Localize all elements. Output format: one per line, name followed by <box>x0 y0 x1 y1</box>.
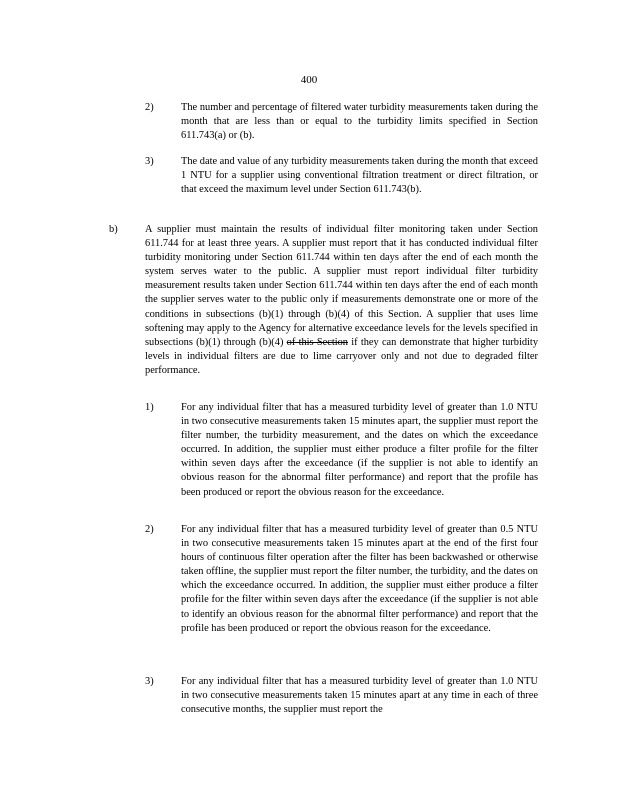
paragraph-text: The number and percentage of filtered water turbidity measurements taken during the month that are less than or equal to the turbidity limits specified in Section 611.743(a) or (b). <box>181 102 538 142</box>
paragraph-text-main: A supplier must maintain the results of individual filter monitoring taken under Section 611.744 for at least three years. A supplier must report that it has conducted individual filter turbidity monitoring under Section 611.744 within ten days after the end of each month the system serves water to the public. A supplier must report individual filter turbidity measurement results taken under Section 611.744 within ten days after the end of each month the supplier serves water to the public only if measurements demonstrate one or more of the conditions in subsections (b)(1) through (b)(4) of this Section. A supplier that uses lime softening may apply to the Agency for alternative exceedance levels for the levels specified in subsections (b)(1) through (b)(4) <box>145 224 538 348</box>
paragraph-text-end: if they can demonstrate that higher turbidity levels in individual filters are due to lime carryover only and not due to degraded filter performance. <box>145 336 539 376</box>
page-number: 400 <box>300 74 318 86</box>
paragraph-number: 1) <box>145 402 154 413</box>
paragraph-number: 3) <box>145 156 154 167</box>
paragraph-text: For any individual filter that has a measured turbidity level of greater than 0.5 NTU in two consecutive measurements taken 15 minutes apart at the end of the first four hours of continuous filter operation after the filter has been backwashed or otherwise taken offline, the supplier must report the filter number, the turbidity, and the dates on which the exceedance occurred. In addition, the supplier must either produce a filter profile for the filter within seven days after the exceedance (if the supplier is not able to identify an obvious reason for the abnormal filter performance) and report that the profile has been produced or report the obvious reason for the exceedance. <box>181 524 538 634</box>
paragraph-text: For any individual filter that has a measured turbidity level of greater than 1.0 NTU in two consecutive measurements taken 15 minutes apart at any time in each of three consecutive months, the supplier must report the <box>181 676 538 716</box>
paragraph-number: 2) <box>145 102 154 113</box>
paragraph-text: For any individual filter that has a measured turbidity level of greater than 1.0 NTU in two consecutive measurements taken 15 minutes apart, the supplier must report the filter number, the turbidity measurement, and the dates on which the exceedance occurred. In addition, the supplier must either produce a filter profile for the filter within seven days after the exceedance (if the supplier is not able to identify an obvious reason for the abnormal filter performance) and report that the profile has been produced or report the obvious reason for the exceedance. <box>181 402 538 498</box>
paragraph-text: The date and value of any turbidity measurements taken during the month that exceed 1 NTU for a supplier using conventional filtration treatment or direct filtration, or that exceed the maximum level under Section 611.743(b). <box>181 156 538 196</box>
paragraph-text <box>145 223 538 378</box>
deleted-text: of this Section <box>286 336 348 348</box>
paragraph-number: b) <box>109 224 118 235</box>
paragraph-number: 2) <box>145 524 154 535</box>
paragraph-number: 3) <box>145 676 154 687</box>
